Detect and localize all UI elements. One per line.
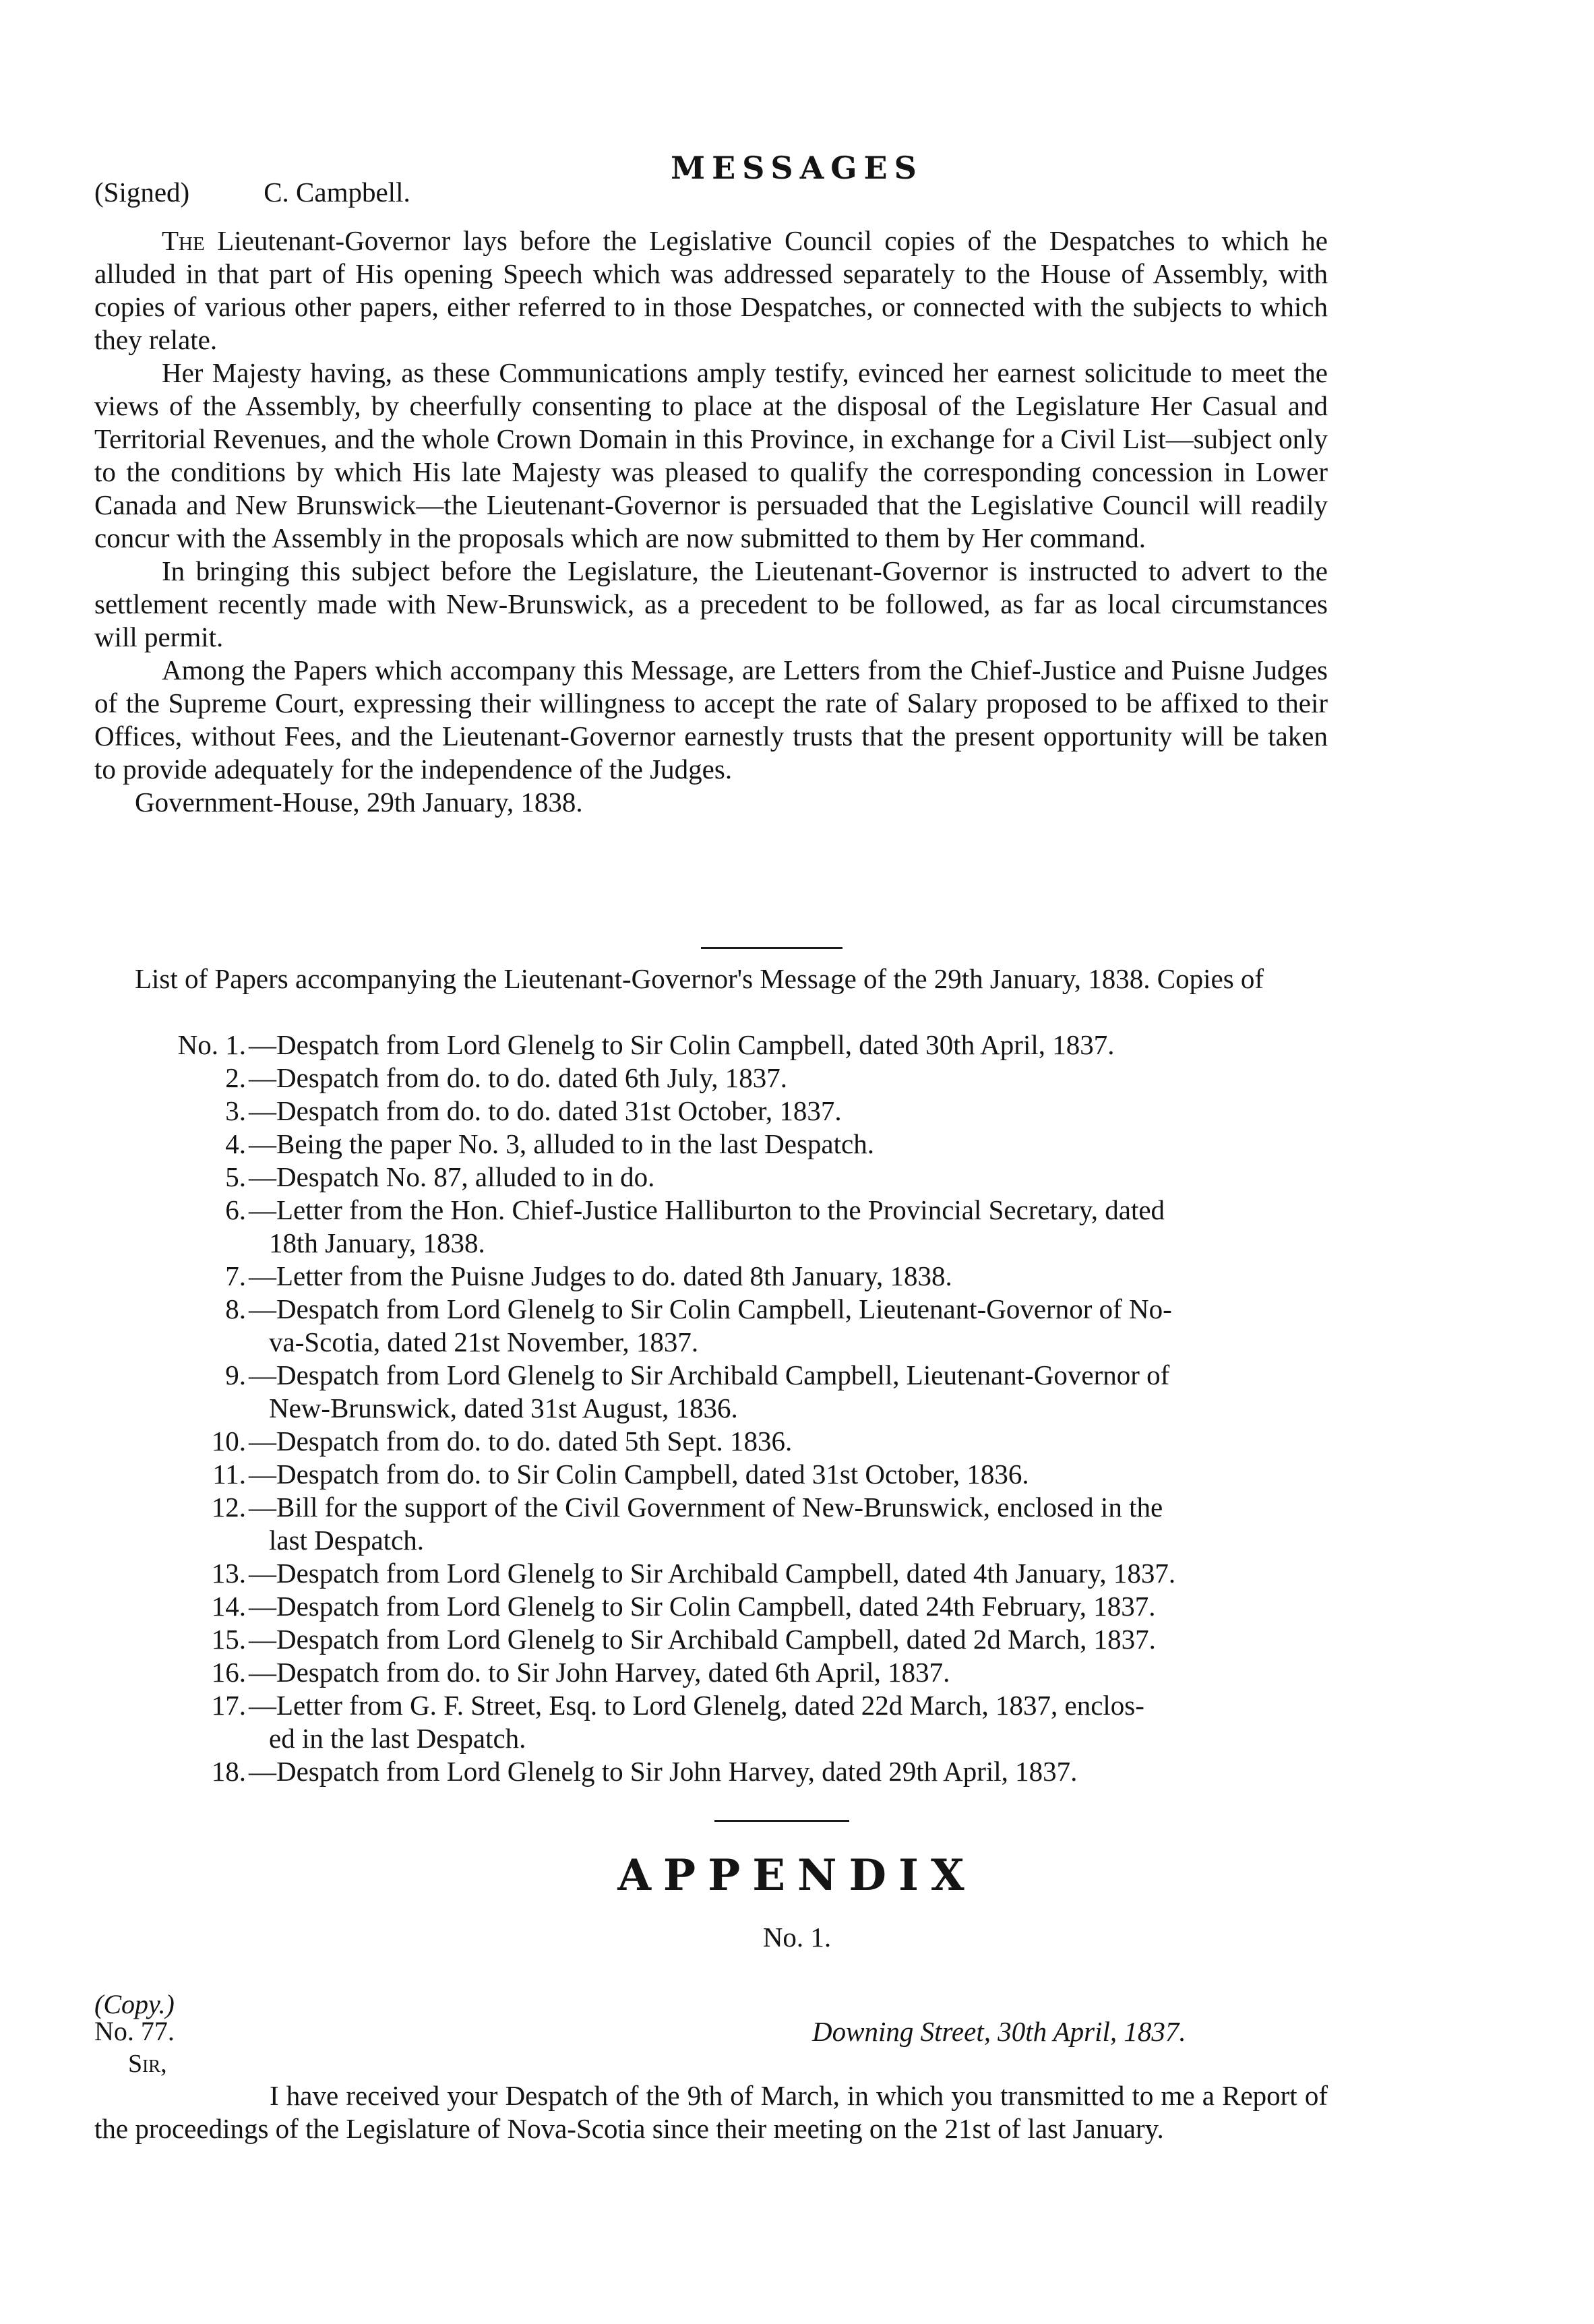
message-body [94,224,1328,819]
letter-body [94,2079,1328,2145]
list-item-continuation: New-Brunswick, dated 31st August, 1836. [269,1393,738,1424]
list-item-text [246,1128,1328,1161]
appendix-heading: APPENDIX [617,1850,977,1901]
list-item-text [246,1260,1328,1293]
list-item-main-text: —Despatch from Lord Glenelg to Sir John Harvey, dated 29th April, 1837. [249,1756,1078,1787]
list-item-number: 12. [211,1492,246,1523]
list-item-number: 6. [225,1194,246,1225]
letter-date: Downing Street, 30th April, 1837. [812,2016,1186,2047]
list-item-text [246,1491,1328,1557]
list-item-continuation: 18th January, 1838. [269,1227,485,1258]
list-item [115,1557,1328,1590]
list-item-main-text: —Letter from the Hon. Chief-Justice Halliburton to the Provincial Secretary, dated [249,1194,1165,1225]
list-item-main-text: —Being the paper No. 3, alluded to in the last Despatch. [249,1128,874,1159]
list-item [115,1359,1328,1425]
list-item-main-text: —Despatch from do. to Sir Colin Campbell, dated 31st October, 1836. [249,1459,1029,1490]
copy-label: (Copy.) [94,1989,175,2019]
message-paragraph-1-text: Lieutenant-Governor lays before the Legislative Council copies of the Despatches to which he alluded in that part of His opening Speech which was addressed separately to the House of Assembly, with copies of various other papers, either referred to in those Despatches, or connected with the subjects to which they relate. [94,225,1328,355]
list-item-main-text: —Despatch from do. to do. dated 31st October, 1837. [249,1095,842,1126]
list-item-main-text: —Despatch from do. to Sir John Harvey, dated 6th April, 1837. [249,1657,950,1688]
list-item [115,1293,1328,1359]
list-item [115,1656,1328,1689]
list-item [115,1755,1328,1788]
message-dateline: Government-House, 29th January, 1838. [135,787,583,818]
list-item-number: 17. [211,1690,246,1721]
list-item-main-text: —Despatch from Lord Glenelg to Sir Colin Campbell, dated 30th April, 1837. [249,1029,1115,1060]
message-paragraph-3: In bringing this subject before the Legislature, the Lieutenant-Governor is instructed to advert to the settlement recently made with New-Brunswick, as a precedent to be followed, as far as local circumstances will permit. [94,555,1328,652]
list-item-text [246,1161,1328,1194]
papers-list-intro [94,962,1328,996]
list-item-text [246,1095,1328,1128]
list-item [115,1689,1328,1755]
signed-name: C. Campbell. [264,177,410,208]
list-item-number: 10. [211,1426,246,1457]
list-item-main-text: —Despatch No. 87, alluded to in do. [249,1161,655,1192]
list-item [115,1194,1328,1260]
list-item-continuation: last Despatch. [269,1525,424,1556]
list-item-number: 5. [225,1161,246,1192]
page-heading: MESSAGES [671,150,923,186]
list-item-main-text: —Letter from G. F. Street, Esq. to Lord Glenelg, dated 22d March, 1837, enclos- [249,1690,1144,1721]
list-item-main-text: —Despatch from do. to do. dated 5th Sept. 1836. [249,1426,793,1457]
list-item-number: 7. [225,1260,246,1291]
message-lead-word: The [162,225,205,256]
list-item-text [246,1590,1328,1623]
list-item-continuation: ed in the last Despatch. [269,1723,526,1754]
list-item-number: 8. [225,1293,246,1324]
list-item-text [246,1293,1328,1359]
list-item-number: 3. [225,1095,246,1126]
list-item [115,1491,1328,1557]
papers-list-intro-text: List of Papers accompanying the Lieutenant-Governor's Message of the 29th January, 1838. Copies of [135,963,1264,994]
list-item-text [246,1359,1328,1425]
appendix-number: No. 1. [762,1922,832,1953]
list-item-number: 11. [212,1459,246,1490]
list-item-number: 13. [211,1558,246,1589]
list-item [115,1260,1328,1293]
list-item [115,1623,1328,1656]
list-item-text [246,1689,1328,1755]
list-item-number: 15. [211,1624,246,1655]
list-item-number: 2. [225,1062,246,1093]
list-item-main-text: —Despatch from Lord Glenelg to Sir Archibald Campbell, Lieutenant-Governor of [249,1359,1170,1390]
list-item-text [246,1623,1328,1656]
list-item-text [246,1062,1328,1095]
list-item [115,1590,1328,1623]
list-item-main-text: —Letter from the Puisne Judges to do. dated 8th January, 1838. [249,1260,952,1291]
list-item [115,1425,1328,1458]
list-item-text [246,1656,1328,1689]
list-item-main-text: —Despatch from Lord Glenelg to Sir Colin Campbell, dated 24th February, 1837. [249,1591,1156,1622]
list-item-number: 9. [225,1359,246,1390]
list-item-main-text: —Despatch from Lord Glenelg to Sir Archibald Campbell, dated 2d March, 1837. [249,1624,1156,1655]
list-item-text [246,1458,1328,1491]
message-paragraph-1 [94,224,1328,357]
list-item-number: 4. [225,1128,246,1159]
list-item-number: 14. [211,1591,246,1622]
papers-list [115,1029,1328,1788]
letter-number: No. 77. [94,2016,175,2046]
list-item-number: 18. [211,1756,246,1787]
list-item-text [246,1029,1328,1062]
message-paragraph-2: Her Majesty having, as these Communications amply testify, evinced her earnest solicitude to meet the views of the Assembly, by cheerfully consenting to place at the disposal of the Legislature Her Casual and Territorial Revenues, and the whole Crown Domain in this Province, in exchange for a Civil List—subject only to the conditions by which His late Majesty was pleased to qualify the corresponding concession in Lower Canada and New Brunswick—the Lieutenant-Governor is persuaded that the Legislative Council will readily concur with the Assembly in the proposals which are now submitted to them by Her command. [94,357,1328,553]
list-item [115,1458,1328,1491]
list-item-main-text: —Despatch from do. to do. dated 6th July, 1837. [249,1062,787,1093]
message-paragraph-4: Among the Papers which accompany this Message, are Letters from the Chief-Justice and Puisne Judges of the Supreme Court, expressing their willingness to accept the rate of Salary proposed to be affixed to their Offices, without Fees, and the Lieutenant-Governor earnestly trusts that the present opportunity will be taken to provide adequately for the independence of the Judges. [94,654,1328,785]
list-item [115,1161,1328,1194]
list-item [115,1095,1328,1128]
list-item [115,1029,1328,1062]
list-item-text [246,1425,1328,1458]
list-item-main-text: —Despatch from Lord Glenelg to Sir Colin Campbell, Lieutenant-Governor of No- [249,1293,1172,1324]
list-item-continuation: va-Scotia, dated 21st November, 1837. [269,1326,699,1357]
letter-paragraph: I have received your Despatch of the 9th of March, in which you transmitted to me a Report of the proceedings of the Legislature of Nova-Scotia since their meeting on the 21st of last January. [94,2080,1328,2144]
letter-salutation: Sir, [128,2050,167,2078]
list-item-number: No. 1. [177,1029,246,1060]
list-item [115,1128,1328,1161]
list-item-text [246,1557,1328,1590]
list-end-divider [714,1820,849,1822]
signature-line [94,179,410,206]
list-item-main-text: —Despatch from Lord Glenelg to Sir Archibald Campbell, dated 4th January, 1837. [249,1558,1176,1589]
section-divider [701,947,842,949]
list-item-text [246,1194,1328,1260]
list-item-number: 16. [211,1657,246,1688]
list-item-text [246,1755,1328,1788]
signed-label: (Signed) [94,177,190,208]
list-item-main-text: —Bill for the support of the Civil Government of New-Brunswick, enclosed in the [249,1492,1163,1523]
list-item [115,1062,1328,1095]
